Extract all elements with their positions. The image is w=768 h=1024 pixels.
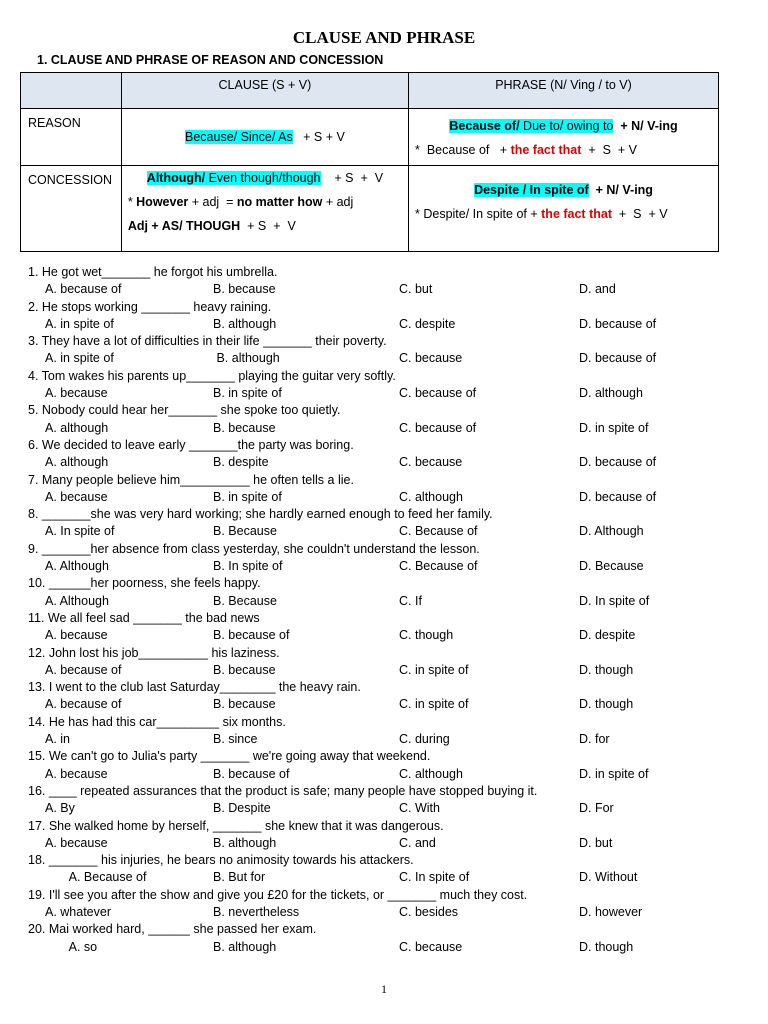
answer-options [28, 939, 728, 956]
reason-phrase-cell [409, 109, 719, 166]
option-d[interactable]: D. despite [579, 628, 636, 643]
option-d[interactable]: D. though [579, 939, 634, 954]
answer-options [28, 835, 728, 852]
despite-highlight: Despite / In spite of [474, 183, 589, 197]
question-text: 13. I went to the club last Saturday________ the heavy rain. [28, 680, 361, 695]
concession-phrase-cell [409, 166, 719, 252]
option-b[interactable]: B. because of [213, 628, 290, 643]
question-text: 15. We can't go to Julia's party _______ we're going away that weekend. [28, 749, 431, 764]
adj-as-though: Adj + AS/ THOUGH [127, 219, 241, 233]
option-a[interactable]: A. In spite of [45, 524, 115, 539]
option-d[interactable]: D. Although [579, 524, 644, 539]
option-d[interactable]: D. because of [579, 316, 657, 331]
option-c[interactable]: C. With [399, 801, 440, 816]
header-clause: CLAUSE (S + V) [121, 73, 408, 109]
option-b[interactable]: B. although [213, 351, 280, 366]
concession-fact-that: the fact that [541, 207, 612, 221]
option-b[interactable]: B. although [213, 316, 277, 331]
concession-phrase-line-1 [409, 178, 718, 202]
answer-options [28, 316, 728, 333]
option-c[interactable]: C. during [399, 732, 450, 747]
table-row-reason [21, 109, 719, 166]
option-d[interactable]: D. though [579, 697, 634, 712]
question-text: 7. Many people believe him__________ he often tells a lie. [28, 472, 354, 487]
concession-phrase-line-2 [409, 202, 718, 226]
option-b[interactable]: B. although [213, 835, 277, 850]
reason-phrase-line-1 [409, 114, 718, 138]
option-a[interactable]: A. because of [45, 697, 122, 712]
reason-phrase-line-2 [409, 138, 718, 162]
question-text: 17. She walked home by herself, _______ she knew that it was dangerous. [28, 818, 444, 833]
option-a[interactable]: A. Although [45, 593, 109, 608]
option-d[interactable]: D. and [579, 282, 616, 297]
option-b[interactable]: B. Despite [213, 801, 271, 816]
option-b[interactable]: B. Because [213, 524, 277, 539]
option-b[interactable]: B. in spite of [213, 489, 282, 504]
option-a[interactable]: A. because [45, 628, 108, 643]
option-b[interactable]: B. in spite of [213, 386, 282, 401]
option-d[interactable]: D. Without [579, 870, 638, 885]
however-word: However [136, 195, 189, 209]
answer-options [28, 593, 728, 610]
option-a[interactable]: A. in spite of [45, 351, 114, 366]
answer-options [28, 489, 728, 506]
option-b[interactable]: B. But for [213, 870, 266, 885]
option-c[interactable]: C. although [399, 766, 463, 781]
reason-clause-structure: + S + V [292, 130, 345, 144]
option-d[interactable]: D. in spite of [579, 420, 649, 435]
option-b[interactable]: B. since [213, 732, 258, 747]
concession-clause-cell [121, 166, 408, 252]
answer-options [28, 766, 728, 783]
reason-fact-prefix: * Because of + [415, 143, 511, 157]
option-c[interactable]: C. Because of [399, 559, 478, 574]
question-text: 5. Nobody could hear her_______ she spoke too quietly. [28, 403, 341, 418]
due-to-highlight: Due to/ owing to [519, 119, 614, 133]
option-c[interactable]: C. though [399, 628, 454, 643]
table-header-row [21, 73, 719, 109]
option-d[interactable]: D. Because [579, 559, 644, 574]
concession-fact-prefix: * Despite/ In spite of + [415, 207, 542, 221]
option-d[interactable]: D. because of [579, 455, 657, 470]
option-d[interactable]: D. however [579, 904, 643, 919]
concession-fact-suffix: + S + V [611, 207, 668, 221]
concession-phrase-structure: + N/ V-ing [588, 183, 653, 197]
answer-options [28, 696, 728, 713]
question-text: 1. He got wet_______ he forgot his umbrella. [28, 265, 278, 279]
reason-fact-that: the fact that [510, 143, 582, 157]
option-a[interactable]: A. By [45, 801, 75, 816]
answer-options [28, 420, 728, 437]
question-list [28, 264, 728, 956]
option-a[interactable]: A. because [45, 766, 108, 781]
concession-clause-line-2 [128, 190, 408, 214]
because-of-highlight: Because of/ [449, 119, 520, 133]
option-a[interactable]: A. so [45, 939, 98, 954]
answer-options [28, 454, 728, 471]
concession-clause-structure: + S + V [320, 171, 384, 185]
question-text: 19. I'll see you after the show and give you £20 for the tickets, or _______ much they cost. [28, 887, 528, 902]
option-b[interactable]: B. because [213, 420, 276, 435]
option-c[interactable]: C. despite [399, 316, 456, 331]
answer-options [28, 385, 728, 402]
option-d[interactable]: D. in spite of [579, 766, 649, 781]
question-text: 6. We decided to leave early _______the party was boring. [28, 437, 354, 452]
option-a[interactable]: A. although [45, 455, 109, 470]
question-text: 14. He has had this car_________ six months. [28, 714, 286, 729]
option-c[interactable]: C. Because of [399, 524, 478, 539]
answer-options [28, 281, 728, 298]
answer-options [28, 627, 728, 644]
answer-options [28, 523, 728, 540]
even-though-highlight: Even though/though [205, 171, 321, 185]
grammar-table [20, 72, 719, 252]
header-empty-cell [21, 73, 122, 109]
option-c[interactable]: C. besides [399, 904, 459, 919]
option-b[interactable]: B. nevertheless [213, 904, 300, 919]
option-b[interactable]: B. because [213, 662, 276, 677]
answer-options [28, 800, 728, 817]
question-text: 20. Mai worked hard, ______ she passed her exam. [28, 922, 317, 937]
option-a[interactable]: A. because [45, 835, 108, 850]
adj-as-though-suffix: + S + V [240, 219, 296, 233]
page-number: 1 [381, 982, 387, 996]
reason-phrase-structure: + N/ V-ing [613, 119, 678, 133]
option-a[interactable]: A. because of [45, 282, 122, 297]
option-c[interactable]: C. and [399, 835, 436, 850]
concession-clause-line-1 [128, 166, 408, 190]
question-text: 8. _______she was very hard working; she hardly earned enough to feed her family. [28, 507, 493, 522]
option-a[interactable]: A. because [45, 386, 108, 401]
option-d[interactable]: D. but [579, 835, 613, 850]
option-b[interactable]: B. In spite of [213, 559, 283, 574]
although-highlight: Although/ [146, 171, 206, 185]
option-a[interactable]: A. in spite of [45, 316, 114, 331]
however-middle: + adj = [188, 195, 237, 209]
table-row-concession [21, 166, 719, 252]
question-text: 2. He stops working _______ heavy raining. [28, 299, 272, 314]
question-text: 16. ____ repeated assurances that the product is safe; many people have stopped buying it. [28, 783, 538, 798]
option-b[interactable]: B. although [213, 939, 277, 954]
question-text: 4. Tom wakes his parents up_______ playing the guitar very softly. [28, 368, 396, 383]
option-b[interactable]: B. Because [213, 593, 277, 608]
option-d[interactable]: D. In spite of [579, 593, 650, 608]
concession-clause-line-3 [128, 214, 408, 238]
option-c[interactable]: C. in spite of [399, 662, 469, 677]
option-b[interactable]: B. because of [213, 766, 290, 781]
option-d[interactable]: D. although [579, 386, 643, 401]
option-d[interactable]: D. because of [579, 351, 657, 366]
question-text: 11. We all feel sad _______ the bad news [28, 610, 260, 625]
reason-clause-conjunctions: Because/ Since/ As [185, 130, 293, 144]
option-c[interactable]: C. although [399, 489, 463, 504]
question-text: 12. John lost his job__________ his laziness. [28, 645, 280, 660]
option-b[interactable]: B. despite [213, 455, 269, 470]
reason-fact-suffix: + S + V [581, 143, 637, 157]
answer-options [28, 662, 728, 679]
page-title: CLAUSE AND PHRASE [292, 28, 476, 47]
answer-options [28, 904, 728, 921]
answer-options [28, 731, 728, 748]
option-a[interactable]: A. whatever [45, 904, 112, 919]
question-text: 10. ______her poorness, she feels happy. [28, 576, 261, 591]
option-a[interactable]: A. in [45, 732, 71, 747]
option-c[interactable]: C. because [399, 455, 463, 470]
option-c[interactable]: C. because of [399, 386, 477, 401]
option-a[interactable]: A. because [45, 489, 108, 504]
answer-options [28, 558, 728, 575]
option-c[interactable]: C. because [399, 939, 463, 954]
option-d[interactable]: D. though [579, 662, 634, 677]
option-b[interactable]: B. because [213, 282, 276, 297]
section-heading: 1. CLAUSE AND PHRASE OF REASON AND CONCESSION [37, 53, 384, 67]
option-c[interactable]: C. because [399, 351, 463, 366]
option-c[interactable]: C. in spite of [399, 697, 469, 712]
option-c[interactable]: C. In spite of [399, 870, 470, 885]
option-d[interactable]: D. For [579, 801, 614, 816]
question-text: 9. _______her absence from class yesterday, she couldn't understand the lesson. [28, 541, 480, 556]
answer-options [28, 869, 728, 886]
option-a[interactable]: A. although [45, 420, 109, 435]
header-phrase: PHRASE (N/ Ving / to V) [409, 73, 719, 109]
row-label-reason: REASON [21, 109, 122, 166]
reason-clause-cell [121, 109, 408, 166]
option-a[interactable]: A. because of [45, 662, 122, 677]
no-matter-how: no matter how [236, 195, 323, 209]
option-b[interactable]: B. because [213, 697, 276, 712]
option-c[interactable]: C. If [399, 593, 422, 608]
option-c[interactable]: C. but [399, 282, 433, 297]
option-d[interactable]: D. for [579, 732, 610, 747]
option-c[interactable]: C. because of [399, 420, 477, 435]
answer-options [28, 350, 728, 367]
question-text: 18. _______ his injuries, he bears no animosity towards his attackers. [28, 853, 414, 868]
however-suffix: + adj [322, 195, 354, 209]
option-a[interactable]: A. Because of [45, 870, 147, 885]
option-a[interactable]: A. Although [45, 559, 109, 574]
question-text: 3. They have a lot of difficulties in their life _______ their poverty. [28, 334, 387, 349]
option-d[interactable]: D. because of [579, 489, 657, 504]
row-label-concession: CONCESSION [21, 166, 122, 252]
however-star: * [127, 195, 137, 209]
